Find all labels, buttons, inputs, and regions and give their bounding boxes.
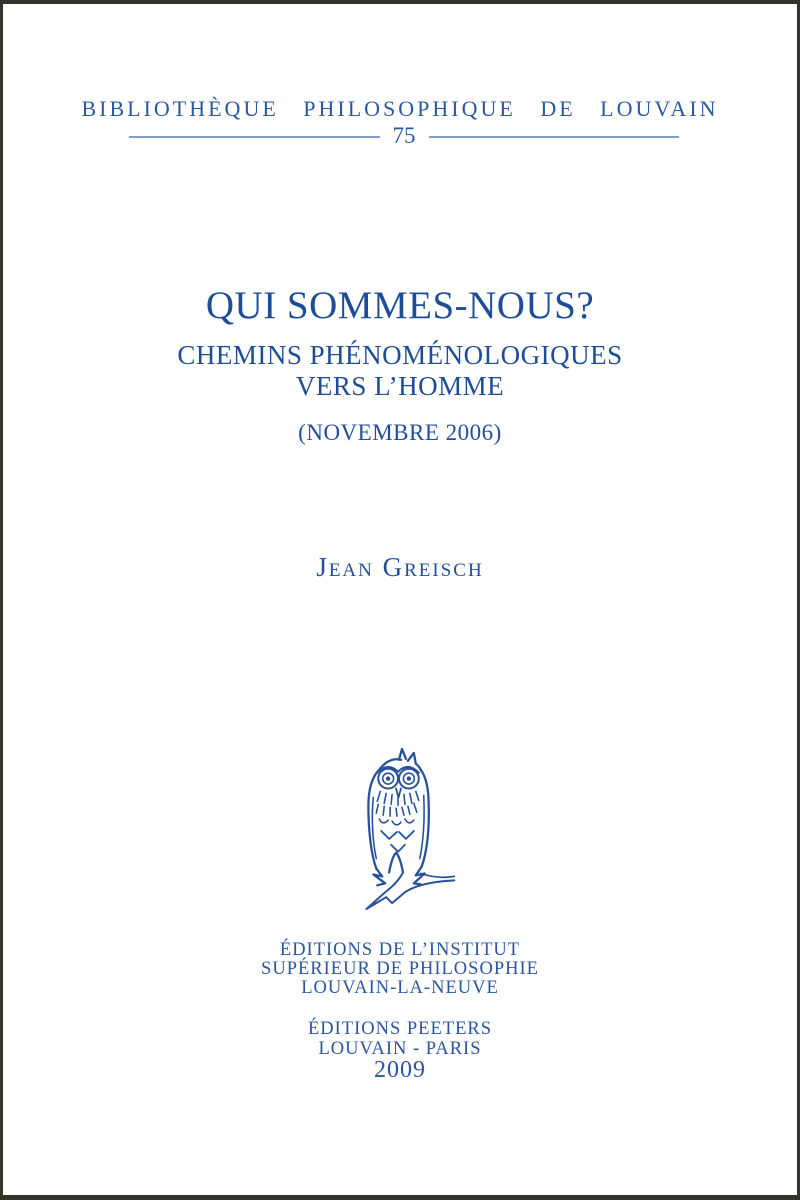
- series-rule-left: [129, 136, 380, 138]
- book-title: QUI SOMMES-NOUS?: [205, 284, 595, 327]
- author-name: Jean Greisch: [316, 552, 484, 582]
- date-note: (NOVEMBRE 2006): [298, 420, 502, 445]
- logo-wrap: [3, 744, 797, 914]
- owl-icon: [339, 744, 461, 912]
- book-subtitle-line1: CHEMINS PHÉNOMÉNOLOGIQUES: [177, 340, 623, 370]
- publisher-secondary-line1: ÉDITIONS PEETERS: [307, 1019, 493, 1039]
- publisher-primary: [3, 941, 797, 998]
- series-number-row: [129, 123, 679, 151]
- series-number: 75: [392, 123, 416, 148]
- publisher-secondary-line2: LOUVAIN - PARIS: [318, 1039, 482, 1059]
- publisher-secondary: [3, 1019, 797, 1081]
- series-rule-right: [429, 136, 680, 138]
- publisher-primary-line1: ÉDITIONS DE L’INSTITUT: [279, 940, 521, 960]
- publisher-year: 2009: [374, 1057, 426, 1083]
- publisher-primary-line3: LOUVAIN-LA-NEUVE: [301, 978, 499, 998]
- publisher-primary-line2: SUPÉRIEUR DE PHILOSOPHIE: [261, 959, 539, 979]
- book-subtitle-line2: VERS L’HOMME: [295, 371, 505, 401]
- book-subtitle: [3, 340, 797, 402]
- series-title: BIBLIOTHÈQUE PHILOSOPHIQUE DE LOUVAIN: [81, 96, 719, 121]
